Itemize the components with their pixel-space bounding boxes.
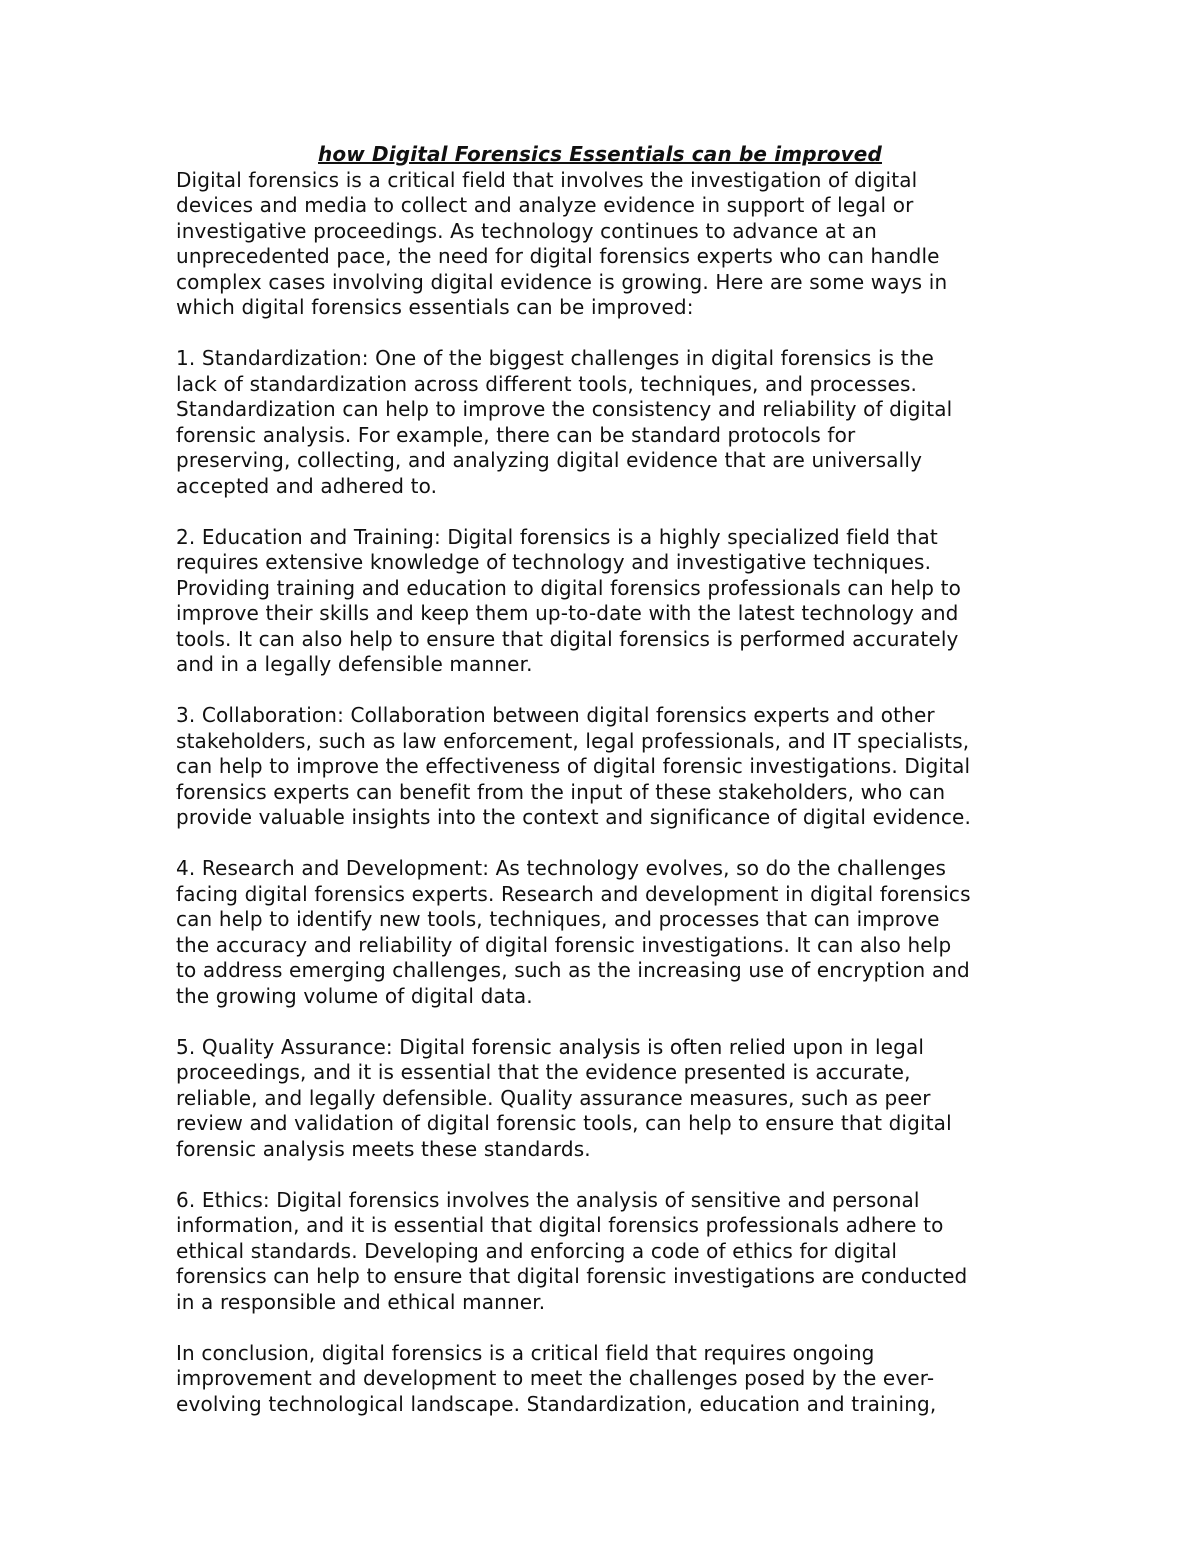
body-line: preserving, collecting, and analyzing digital evidence that are universally [176,448,923,472]
body-line: ethical standards. Developing and enforcing a code of ethics for digital [176,1238,898,1263]
paragraph-gap [176,1315,1036,1341]
body-line: devices and media to collect and analyze evidence in support of legal or [176,193,914,217]
body-line: 3. Collaboration: Collaboration between digital forensics experts and other [176,703,935,727]
body-line: Providing training and education to digital forensics professionals can help to [176,575,962,600]
body-line: investigative proceedings. As technology continues to advance at an [176,218,877,243]
body-line: forensic analysis meets these standards. [176,1136,591,1161]
body-line: 4. Research and Development: As technology evolves, so do the challenges [176,856,947,880]
body-line: proceedings, and it is essential that the evidence presented is accurate, [176,1060,911,1084]
paragraph-gap [176,831,1036,857]
body-line: forensics can help to ensure that digital forensic investigations are conducted [176,1264,968,1288]
body-line: and in a legally defensible manner. [176,652,533,676]
document-title: how Digital Forensics Essentials can be improved [318,142,882,166]
body-line: review and validation of digital forensic tools, can help to ensure that digital [176,1111,952,1135]
body-line: can help to improve the effectiveness of digital forensic investigations. Digital [176,754,971,778]
body-line: requires extensive knowledge of technology and investigative techniques. [176,550,932,574]
body-line: the accuracy and reliability of digital forensic investigations. It can also help [176,932,952,957]
paragraph-gap [176,499,1036,525]
body-line: lack of standardization across different tools, techniques, and processes. [176,371,918,396]
body-line: accepted and adhered to. [176,473,438,498]
body-line: Standardization can help to improve the consistency and reliability of digital [176,397,953,421]
body-line: 5. Quality Assurance: Digital forensic analysis is often relied upon in legal [176,1034,925,1059]
body-line: in a responsible and ethical manner. [176,1289,546,1314]
body-line: forensics experts can benefit from the input of these stakeholders, who can [176,779,946,804]
body-line: information, and it is essential that digital forensics professionals adhere to [176,1213,944,1237]
body-line: complex cases involving digital evidence is growing. Here are some ways in [176,269,948,294]
body-line: improvement and development to meet the challenges posed by the ever- [176,1366,935,1390]
paragraph-gap [176,678,1036,704]
body-line: can help to identify new tools, techniques, and processes that can improve [176,907,940,931]
body-line: 6. Ethics: Digital forensics involves the analysis of sensitive and personal [176,1187,920,1212]
body-line: tools. It can also help to ensure that digital forensics is performed accurately [176,626,959,651]
body-line: Digital forensics is a critical field that involves the investigation of digital [176,167,918,192]
body-line: provide valuable insights into the context and significance of digital evidence. [176,805,971,829]
body-line: evolving technological landscape. Standardization, education and training, [176,1391,937,1416]
body-line: unprecedented pace, the need for digital forensics experts who can handle [176,244,940,268]
body-line: 2. Education and Training: Digital forensics is a highly specialized field that [176,524,938,549]
body-line: to address emerging challenges, such as the increasing use of encryption and [176,958,970,982]
body-line: forensic analysis. For example, there can be standard protocols for [176,422,856,447]
paragraph-gap [176,1162,1036,1188]
paragraph-gap [176,1009,1036,1035]
body-line: the growing volume of digital data. [176,983,533,1008]
document-body [176,168,1036,1418]
paragraph-gap [176,321,1036,347]
body-line: stakeholders, such as law enforcement, legal professionals, and IT specialists, [176,728,970,753]
body-line: 1. Standardization: One of the biggest challenges in digital forensics is the [176,346,935,370]
body-line: which digital forensics essentials can be improved: [176,295,694,319]
body-line: In conclusion, digital forensics is a critical field that requires ongoing [176,1340,875,1365]
body-line: improve their skills and keep them up-to-date with the latest technology and [176,601,959,625]
body-line: facing digital forensics experts. Research and development in digital forensics [176,881,971,906]
body-line: reliable, and legally defensible. Quality assurance measures, such as peer [176,1085,931,1110]
